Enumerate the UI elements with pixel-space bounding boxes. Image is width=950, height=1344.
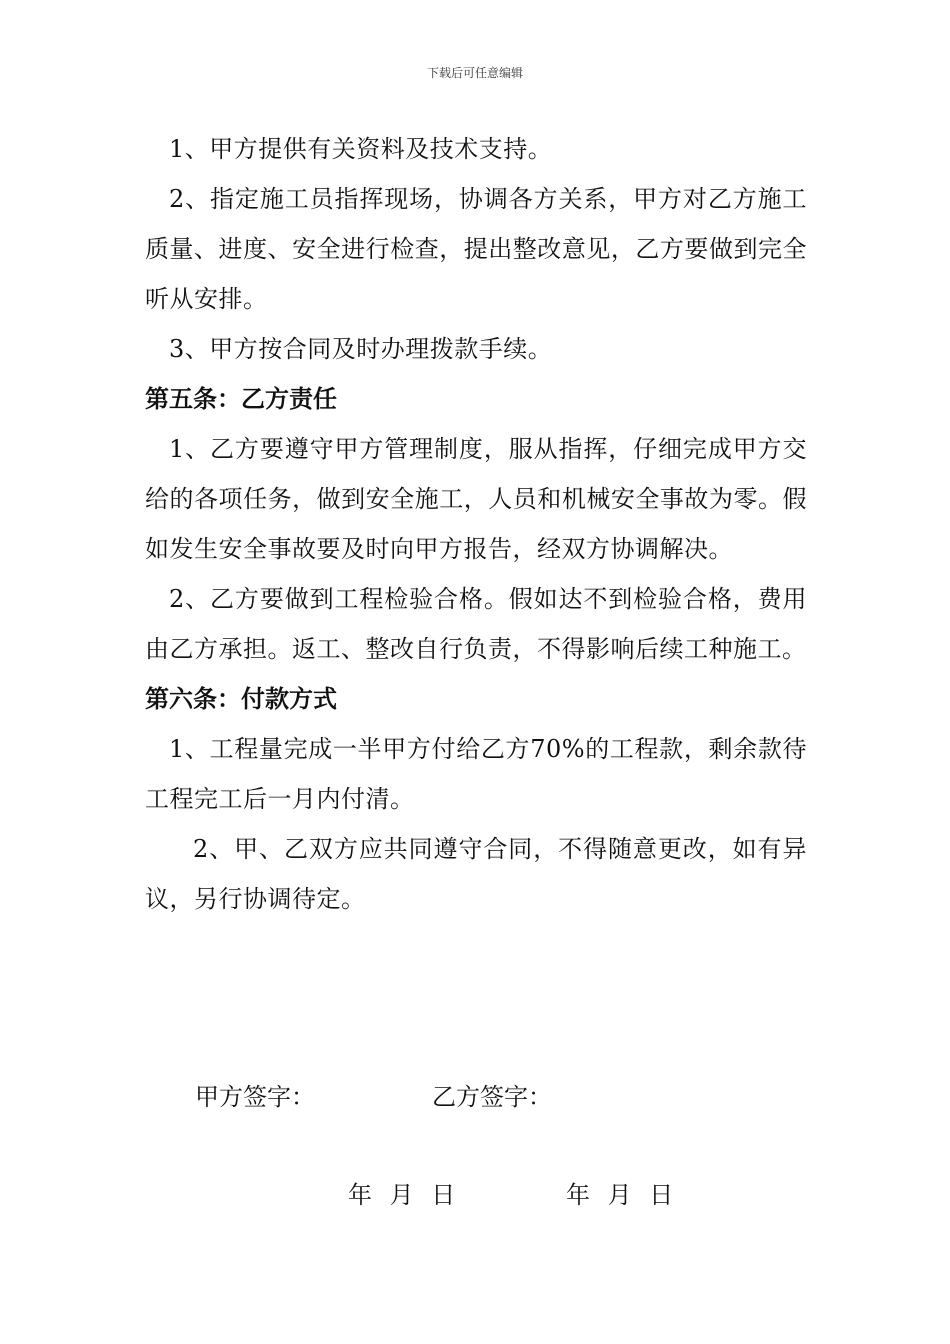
document-body — [145, 124, 807, 924]
party-b-signature-label: 乙方签字： — [432, 1083, 552, 1111]
party-a-signature-label: 甲方签字： — [195, 1083, 315, 1111]
paragraph-payment-2: 2、甲、乙双方应共同遵守合同，不得随意更改，如有异议，另行协调待定。 — [145, 835, 807, 913]
paragraph-payment-1: 1、工程量完成一半甲方付给乙方70%的工程款，剩余款待工程完工后一月内付清。 — [145, 735, 807, 813]
page-header: 下载后可任意编辑 — [426, 66, 523, 80]
heading-article-5: 第五条：乙方责任 — [145, 385, 337, 413]
party-a-date-label: 年 月 日 — [348, 1181, 456, 1209]
paragraph-party-b-duty-2: 2、乙方要做到工程检验合格。假如达不到检验合格，费用由乙方承担。返工、整改自行负责，不得影响后续工种施工。 — [145, 585, 807, 663]
paragraph-party-a-duty-1: 1、甲方提供有关资料及技术支持。 — [169, 135, 553, 163]
paragraph-party-a-duty-2: 2、指定施工员指挥现场，协调各方关系，甲方对乙方施工质量、进度、安全进行检查，提出整改意见，乙方要做到完全听从安排。 — [145, 185, 807, 313]
paragraph-party-b-duty-1: 1、乙方要遵守甲方管理制度，服从指挥，仔细完成甲方交给的各项任务，做到安全施工，人员和机械安全事故为零。假如发生安全事故要及时向甲方报告，经双方协调解决。 — [145, 435, 807, 563]
party-b-date-label: 年 月 日 — [566, 1181, 674, 1209]
heading-article-6: 第六条：付款方式 — [145, 685, 337, 713]
paragraph-party-a-duty-3: 3、甲方按合同及时办理拨款手续。 — [169, 335, 553, 363]
